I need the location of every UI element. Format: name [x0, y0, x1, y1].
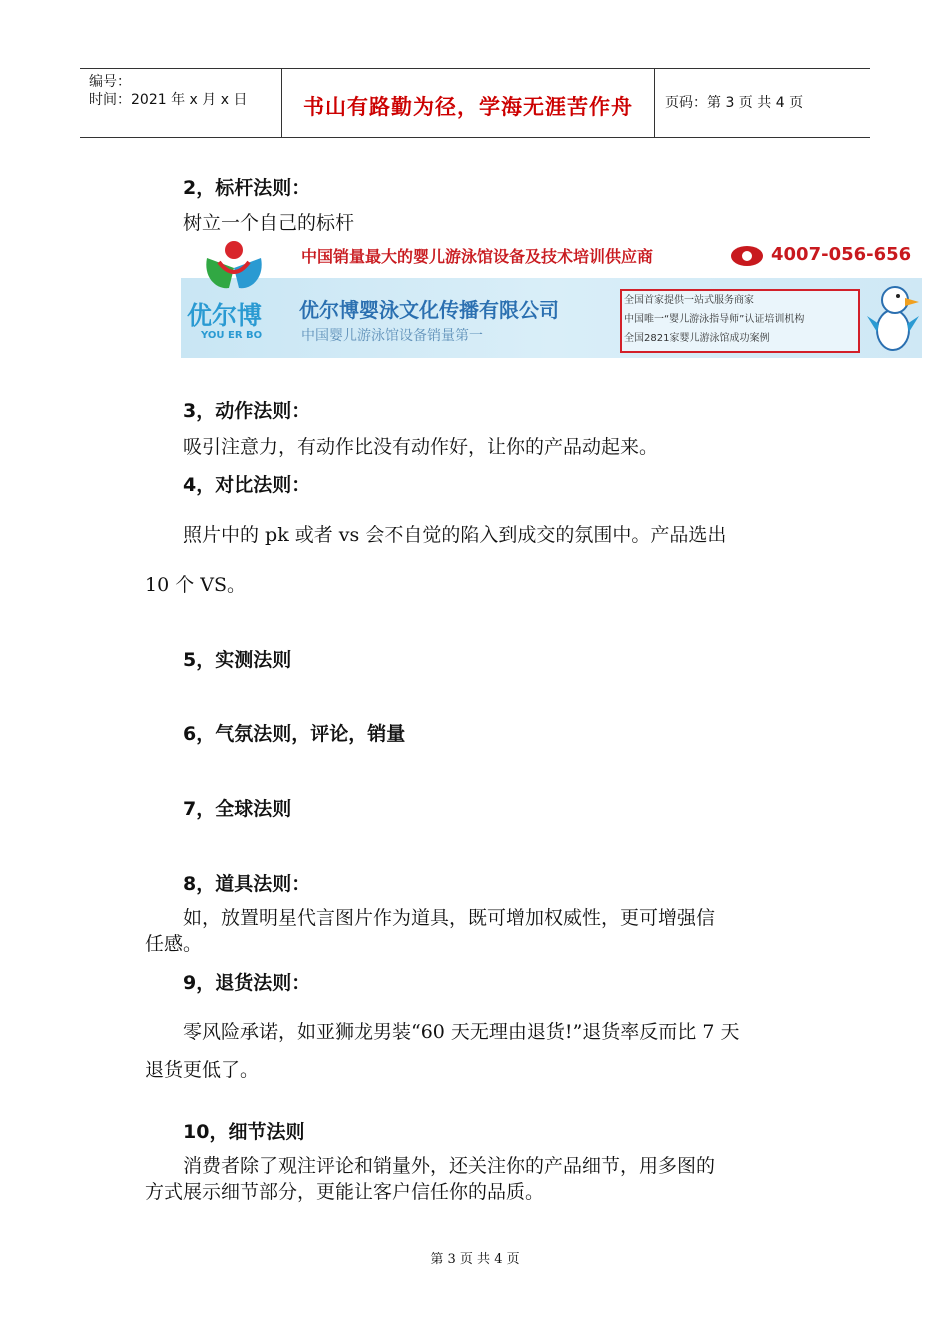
document-number-label: 编号：: [89, 74, 131, 90]
section-2-text: 树立一个自己的标杆: [183, 212, 355, 234]
section-8-title: 8，道具法则：: [183, 873, 311, 895]
document-date-label: 时间：2021 年 x 月 x 日: [89, 92, 248, 108]
logo-icon: [199, 238, 269, 296]
banner-slogan: 中国婴儿游泳馆设备销量第一: [301, 328, 483, 344]
banner-feature-box: [620, 289, 860, 353]
section-10-text-continued: 方式展示细节部分，更能让客户信任你的品质。: [145, 1181, 545, 1203]
section-8-text-continued: 任感。: [145, 933, 203, 955]
section-3-title: 3，动作法则：: [183, 400, 311, 422]
banner-feature-line: 全国2821家婴儿游泳馆成功案例: [624, 333, 770, 344]
section-9-title: 9，退货法则：: [183, 972, 311, 994]
advertisement-banner: [181, 236, 922, 358]
section-8-text: 如，放置明星代言图片作为道具，既可增加权威性，更可增强信: [183, 907, 716, 929]
banner-phone: 4007-056-656: [771, 244, 912, 265]
section-9-text-continued: 退货更低了。: [145, 1059, 260, 1081]
section-4-title: 4，对比法则：: [183, 474, 311, 496]
header-motto: 书山有路勤为径，学海无涯苦作舟: [303, 94, 633, 119]
logo-subtext: YOU ER BO: [201, 330, 263, 341]
section-10-title: 10，细节法则: [183, 1121, 305, 1143]
telephone-icon: [729, 242, 765, 268]
section-4-text-continued: 10 个 VS。: [145, 574, 246, 596]
banner-company-name: 优尔博婴泳文化传播有限公司: [299, 298, 559, 322]
duck-mascot-icon: [865, 280, 921, 356]
banner-headline: 中国销量最大的婴儿游泳馆设备及技术培训供应商: [301, 247, 654, 266]
section-4-text: 照片中的 pk 或者 vs 会不自觉的陷入到成交的氛围中。产品选出: [183, 524, 727, 546]
section-6-title: 6，气氛法则，评论，销量: [183, 723, 406, 745]
section-2-title: 2，标杆法则：: [183, 177, 311, 199]
section-9-text: 零风险承诺，如亚狮龙男装“60 天无理由退货!”退货率反而比 7 天: [183, 1021, 740, 1043]
page-header: [80, 68, 870, 138]
page-number-label: 页码：第 3 页 共 4 页: [665, 95, 804, 111]
logo-text: 优尔博: [187, 301, 263, 330]
header-divider: [654, 69, 655, 137]
banner-feature-line: 中国唯一“婴儿游泳指导师”认证培训机构: [624, 314, 805, 325]
section-5-title: 5，实测法则: [183, 649, 292, 671]
banner-feature-line: 全国首家提供一站式服务商家: [624, 295, 754, 306]
section-10-text: 消费者除了观注评论和销量外，还关注你的产品细节，用多图的: [183, 1155, 716, 1177]
section-3-text: 吸引注意力，有动作比没有动作好，让你的产品动起来。: [183, 436, 659, 458]
page-footer: 第 3 页 共 4 页: [430, 1252, 520, 1267]
section-7-title: 7，全球法则: [183, 798, 292, 820]
